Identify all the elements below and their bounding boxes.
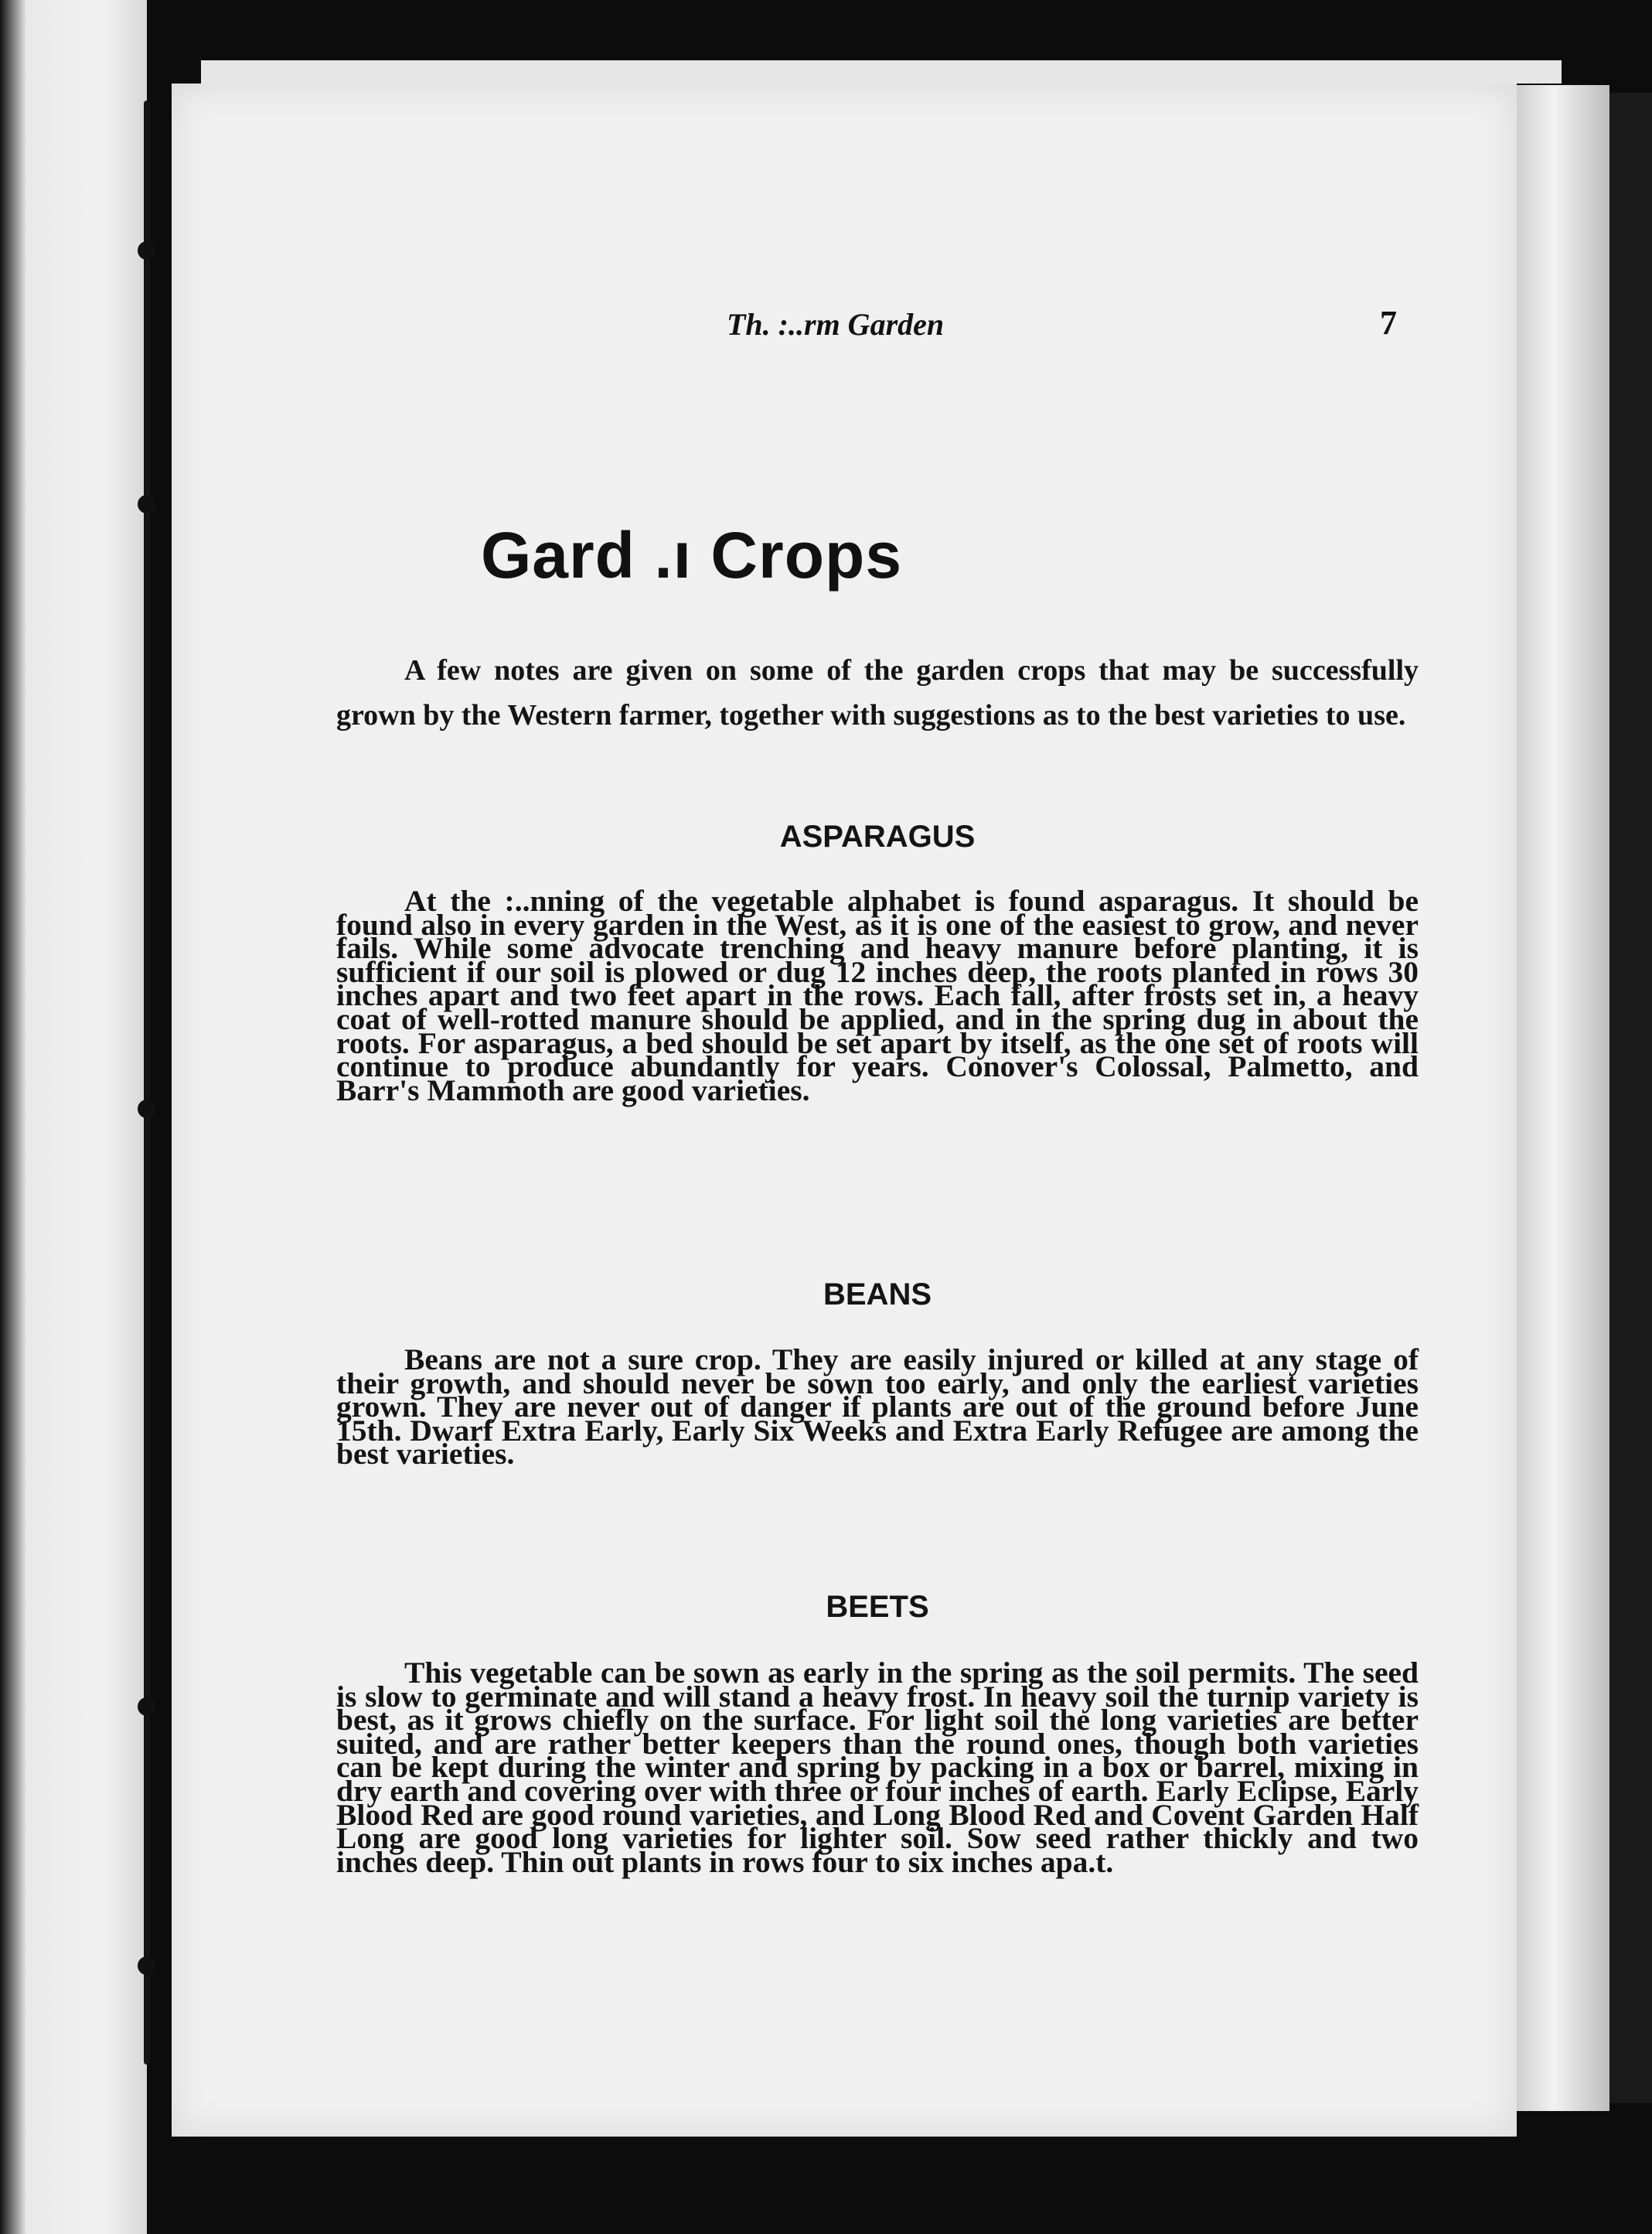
page-title: Gard .ı Crops xyxy=(480,519,903,592)
binding-knot xyxy=(138,1100,156,1118)
section-text-asparagus: At the :..nning of the vegetable alphabet is found asparagus. It should be found also in every garden in the West, as it is one of the easiest to grow, and never fails. While some advocate trenching and heavy manure before planting, it is sufficient if our soil is plowed or dug 12 inches deep, the roots planted in rows 30 inches apart and two feet apart in the rows. Each fall, after frosts set in, a heavy coat of well-rotted manure should be applied, and in the spring dug in about the roots. For asparagus, a bed should be set apart by itself, as the one set of roots will continue to produce abundantly for years. Conover's Colossal, Palmetto, and Barr's Mammoth are good varieties. xyxy=(336,884,1419,1107)
section-heading-beets: BEETS xyxy=(826,1590,929,1624)
binding-knot xyxy=(138,495,156,513)
binding-strip xyxy=(0,0,147,2234)
intro-paragraph: A few notes are given on some of the garden crops that may be successfully grown by the Western farmer, together with suggestions as to the best varieties to use. xyxy=(336,654,1419,732)
section-text-beets: This vegetable can be sown as early in the spring as the soil permits. The seed is slow to germinate and will stand a heavy frost. In heavy soil the turnip variety is best, as it grows chiefly on the surface. For light soil the long varieties are better suited, and are rather better keepers than the round ones, though both varieties can be kept during the winter and spring by packing in a box or barrel, mixing in dry earth and covering over with three or four inches of earth. Early Eclipse, Early Blood Red are good round varieties, and Long Blood Red and Covent Garden Half Long are good long varieties for lighter soil. Sow seed rather thickly and two inches deep. Thin out plants in rows four to six inches apa.t. xyxy=(336,1656,1419,1879)
section-heading-beans: BEANS xyxy=(823,1277,932,1311)
page-top-edge xyxy=(201,60,1562,84)
binding-knot xyxy=(138,1956,156,1975)
page-number: 7 xyxy=(1380,304,1397,342)
section-text-beans: Beans are not a sure crop. They are easily injured or killed at any stage of their growth, and should never be sown too early, and only the earliest varieties grown. They are never out of danger if plants are out of the ground before June 15th. Dwarf Extra Early, Early Six Weeks and Extra Early Refugee are among the best varieties. xyxy=(336,1342,1419,1472)
page-right-edge xyxy=(1517,85,1609,2111)
binding-knot xyxy=(138,1697,156,1716)
running-head: Th. :..rm Garden xyxy=(727,307,945,342)
binding-knot xyxy=(138,241,156,260)
page-edge-shadow xyxy=(1609,93,1652,2103)
section-heading-asparagus: ASPARAGUS xyxy=(779,820,976,854)
binding-cord xyxy=(144,101,150,2065)
